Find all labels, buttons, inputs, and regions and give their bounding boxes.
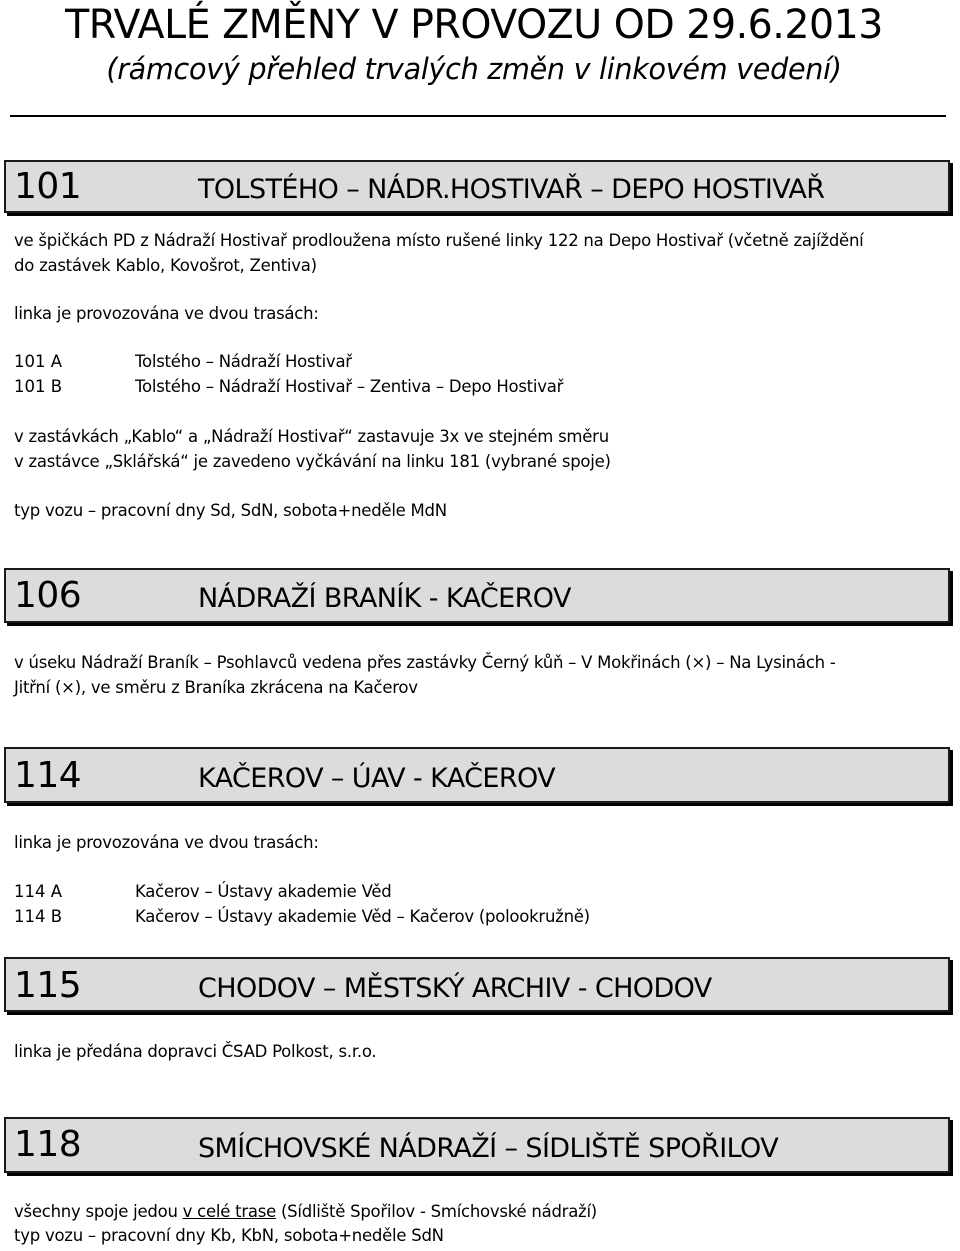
line-number: 115 [14, 965, 82, 1006]
stop-note: v zastávkách „Kablo“ a „Nádraží Hostivař“ zastavuje 3x ve stejném směru [14, 427, 609, 446]
line-118-description [14, 1204, 597, 1221]
line-number: 118 [14, 1124, 82, 1165]
vehicle-type: typ vozu – pracovní dny Sd, SdN, sobota+neděle MdN [14, 501, 447, 520]
page-title: TRVALÉ ZMĚNY V PROVOZU OD 29.6.2013 [65, 2, 883, 48]
line-101-description: do zastávek Kablo, Kovošrot, Zentiva) [14, 256, 317, 275]
line-route-name: CHODOV – MĚSTSKÝ ARCHIV - CHODOV [198, 973, 712, 1004]
stop-note: v zastávce „Sklářská“ je zavedeno vyčkávání na linku 181 (vybrané spoje) [14, 452, 611, 471]
line-route-name: KAČEROV – ÚAV - KAČEROV [198, 763, 556, 794]
route-code: 101 B [14, 377, 63, 396]
route-code: 101 A [14, 352, 63, 371]
line-route-name: TOLSTÉHO – NÁDR.HOSTIVAŘ – DEPO HOSTIVAŘ [198, 174, 825, 205]
page-subtitle: (rámcový přehled trvalých změn v linkovém vedení) [106, 52, 842, 86]
route-description: Tolstého – Nádraží Hostivař – Zentiva – Depo Hostivař [135, 377, 564, 396]
header-divider [10, 115, 946, 117]
route-code: 114 B [14, 907, 63, 926]
routes-intro: linka je provozována ve dvou trasách: [14, 304, 319, 323]
line-114-header [4, 747, 950, 803]
operator-note: linka je předána dopravci ČSAD Polkost, s.r.o. [14, 1042, 377, 1061]
route-description: Kačerov – Ústavy akademie Věd – Kačerov (polookružně) [135, 907, 590, 926]
line-number: 114 [14, 755, 82, 796]
line-number: 106 [14, 575, 82, 616]
route-code: 114 A [14, 882, 63, 901]
underlined-emphasis: v celé trase [182, 1202, 276, 1221]
line-115-header [4, 957, 950, 1012]
line-118-header [4, 1117, 950, 1173]
line-route-name: NÁDRAŽÍ BRANÍK - KAČEROV [198, 583, 571, 614]
route-description: Kačerov – Ústavy akademie Věd [135, 882, 392, 901]
vehicle-type: typ vozu – pracovní dny Kb, KbN, sobota+neděle SdN [14, 1226, 444, 1245]
routes-intro: linka je provozována ve dvou trasách: [14, 833, 319, 852]
line-number: 101 [14, 166, 82, 207]
line-106-header [4, 568, 950, 623]
description-text: (Sídliště Spořilov - Smíchovské nádraží) [276, 1202, 597, 1221]
line-106-description: v úseku Nádraží Braník – Psohlavců vedena přes zastávky Černý kůň – V Mokřinách (×) – Na Lysinách - [14, 653, 836, 672]
line-route-name: SMÍCHOVSKÉ NÁDRAŽÍ – SÍDLIŠTĚ SPOŘILOV [198, 1133, 779, 1164]
description-text: všechny spoje jedou [14, 1202, 183, 1221]
line-101-header [4, 160, 950, 213]
line-101-description: ve špičkách PD z Nádraží Hostivař prodloužena místo rušené linky 122 na Depo Hostivař (včetně zajíždění [14, 231, 864, 250]
route-description: Tolstého – Nádraží Hostivař [135, 352, 352, 371]
line-106-description: Jitřní (×), ve směru z Braníka zkrácena na Kačerov [14, 678, 418, 697]
